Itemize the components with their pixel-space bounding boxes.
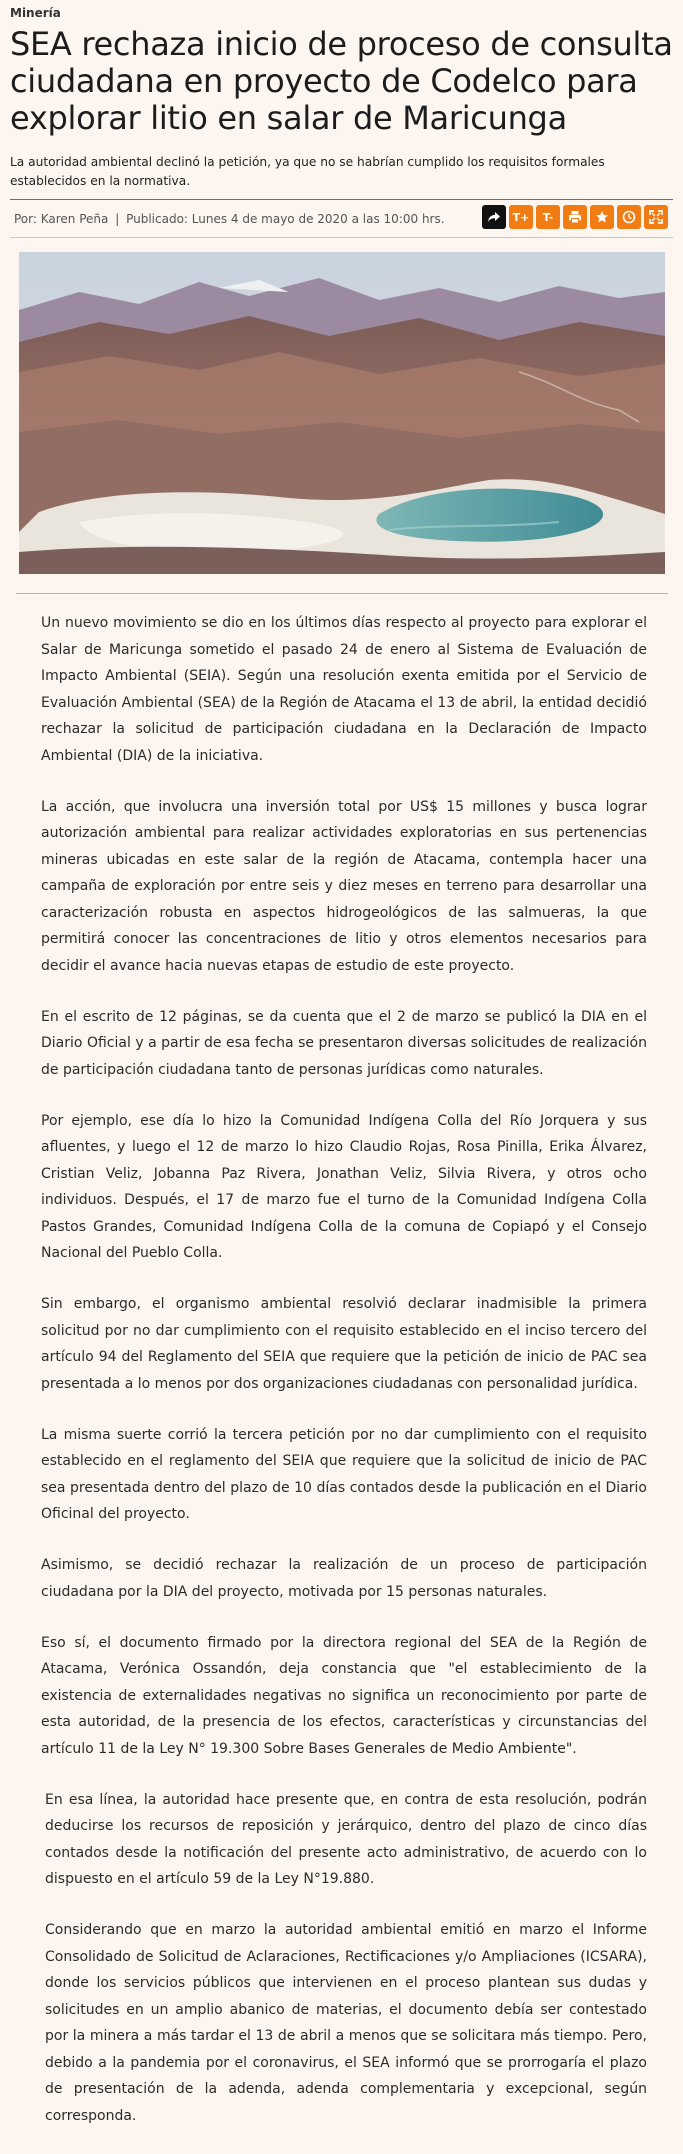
paragraph: En el escrito de 12 páginas, se da cuenta que el 2 de marzo se publicó la DIA en el Diario Oficial y a partir de esa fecha se presentaron diversas solicitudes de realización de participación ciudadana tanto de personas jurídicas como naturales.	[41, 1008, 647, 1078]
expand-icon	[649, 210, 663, 224]
article-title: SEA rechaza inicio de proceso de consulta ciudadana en proyecto de Codelco para explorar litio en salar de Maricunga	[10, 25, 673, 137]
fullscreen-button[interactable]	[644, 205, 668, 229]
share-arrow-icon	[487, 210, 501, 224]
byline	[14, 212, 445, 226]
paragraph: En esa línea, la autoridad hace presente que, en contra de esta resolución, podrán deducirse los recursos de reposición y jerárquico, dentro del plazo de cinco días contados desde la notificación del presente acto administrativo, de acuerdo con lo dispuesto en el artículo 59 de la Ley N°19.880.	[45, 1791, 647, 1887]
section-label[interactable]: Minería	[10, 6, 61, 20]
favorite-button[interactable]	[590, 205, 614, 229]
divider	[10, 199, 673, 200]
article-lead: La autoridad ambiental declinó la petición, ya que no se habrían cumplido los requisitos formales establecidos en la normativa.	[10, 155, 605, 188]
paragraph: La acción, que involucra una inversión total por US$ 15 millones y busca lograr autorización ambiental para realizar actividades exploratorias en sus pertenencias mineras ubicadas en este salar de la región de Atacama, contempla hacer una campaña de exploración por entre seis y diez meses en terreno para desarrollar una caracterización robusta en aspectos hidrogeológicos de las salmueras, la que permitirá conocer las concentraciones de litio y otros elementos necesarios para decidir el avance hacia nuevas etapas de estudio de este proyecto.	[41, 798, 647, 974]
paragraph: Sin embargo, el organismo ambiental resolvió declarar inadmisible la primera solicitud por no dar cumplimiento con el requisito establecido en el inciso tercero del artículo 94 del Reglamento del SEIA que requiere que la petición de inicio de PAC sea presentada a lo menos por dos organizaciones ciudadanas con personalidad jurídica.	[41, 1296, 647, 1392]
article-photo	[19, 252, 665, 574]
byline-separator: |	[115, 212, 120, 226]
font-increase-button[interactable]: T+	[509, 205, 533, 229]
paragraph: Asimismo, se decidió rechazar la realización de un proceso de participación ciudadana por la DIA del proyecto, motivada por 15 personas naturales.	[41, 1557, 647, 1600]
print-icon	[568, 210, 582, 224]
print-button[interactable]	[563, 205, 587, 229]
font-decrease-button[interactable]: T-	[536, 205, 560, 229]
paragraph: La misma suerte corrió la tercera petición por no dar cumplimiento con el requisito establecido en el reglamento del SEIA que requiere que la solicitud de inicio de PAC sea presentada dentro del plazo de 10 días contados desde la publicación en el Diario Oficinal del proyecto.	[41, 1426, 647, 1522]
article-body	[41, 610, 647, 2154]
article-toolbar	[482, 205, 668, 229]
salar-landscape-image	[19, 252, 665, 574]
star-icon	[595, 210, 609, 224]
paragraph: Eso sí, el documento firmado por la directora regional del SEA de la Región de Atacama, Verónica Ossandón, deja constancia que "el establecimiento de la existencia de externalidades negativas no significa un reconocimiento por parte de esta autoridad, de la presencia de los efectos, características y circunstancias del artículo 11 de la Ley N° 19.300 Sobre Bases Generales de Medio Ambiente".	[41, 1634, 647, 1757]
share-button[interactable]	[482, 205, 506, 229]
history-button[interactable]	[617, 205, 641, 229]
paragraph: Considerando que en marzo la autoridad ambiental emitió en marzo el Informe Consolidado de Solicitud de Aclaraciones, Rectificaciones y/o Ampliaciones (ICSARA), donde los servicios públicos que intervienen en el proceso plantean sus dudas y solicitudes en un amplio abanico de materias, el documento debía ser contestado por la minera a más tardar el 13 de abril a menos que se solicitara más tiempo. Pero, debido a la pandemia por el coronavirus, el SEA informó que se prorrogaría el plazo de presentación de la adenda, adenda complementaria y excepcional, según corresponda.	[45, 1922, 647, 2124]
paragraph: Por ejemplo, ese día lo hizo la Comunidad Indígena Colla del Río Jorquera y sus afluentes, y luego el 12 de marzo lo hizo Claudio Rojas, Rosa Pinilla, Erika Álvarez, Cristian Veliz, Jobanna Paz Rivera, Jonathan Veliz, Silvia Rivera, y otros ocho individuos. Después, el 17 de marzo fue el turno de la Comunidad Indígena Colla Pastos Grandes, Comunidad Indígena Colla de la comuna de Copiapó y el Consejo Nacional del Pueblo Colla.	[41, 1112, 647, 1261]
paragraph: Un nuevo movimiento se dio en los últimos días respecto al proyecto para explorar el Salar de Maricunga sometido el pasado 24 de enero al Sistema de Evaluación de Impacto Ambiental (SEIA). Según una resolución exenta emitida por el Servicio de Evaluación Ambiental (SEA) de la Región de Atacama el 13 de abril, la entidad decidió rechazar la solicitud de participación ciudadana en la Declaración de Impacto Ambiental (DIA) de la iniciativa.	[41, 615, 647, 764]
divider	[16, 593, 668, 594]
divider	[10, 237, 673, 238]
clock-icon	[622, 210, 636, 224]
author: Por: Karen Peña	[14, 212, 109, 226]
publish-date: Publicado: Lunes 4 de mayo de 2020 a las 10:00 hrs.	[126, 212, 445, 226]
